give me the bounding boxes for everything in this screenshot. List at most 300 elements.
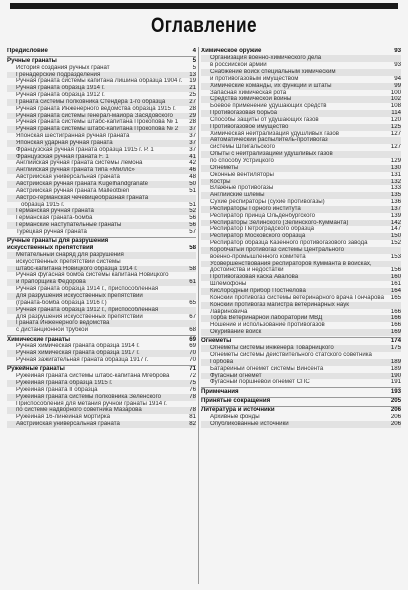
toc-page-number: 5 [192, 64, 196, 71]
toc-entry[interactable] [201, 274, 401, 281]
toc-page-number: 51 [189, 187, 196, 194]
toc-page-number: 71 [189, 365, 196, 373]
toc-page-number: 50 [189, 181, 196, 187]
toc-entry-title: Противогазовое имущество [210, 123, 289, 130]
toc-entry[interactable] [7, 154, 196, 161]
toc-entry[interactable] [201, 366, 401, 373]
toc-entry-title: Предисловие [7, 47, 48, 55]
toc-section-entry[interactable] [7, 365, 196, 373]
toc-entry-title: Германская ручная граната [16, 208, 94, 215]
toc-entry-title: Респираторы Зелинского (Зелинского-Кумманта) [210, 219, 349, 226]
toc-page-number: 56 [189, 215, 196, 222]
toc-entry[interactable] [201, 151, 401, 158]
toc-entry-title: Австрийская универсальная граната [16, 174, 120, 181]
toc-entry-title: достоинства и недостатки [210, 267, 284, 274]
toc-page-number: 78 [189, 393, 196, 400]
toc-entry[interactable] [7, 119, 196, 126]
toc-entry[interactable] [7, 266, 196, 273]
toc-page-number: 94 [394, 75, 401, 82]
toc-entry[interactable] [7, 401, 196, 408]
toc-entry[interactable] [7, 421, 196, 428]
toc-entry-title: Огнеметы системы действительного статского советника [210, 352, 372, 359]
toc-page-number: 137 [390, 205, 401, 212]
toc-entry[interactable] [201, 62, 401, 69]
toc-entry[interactable] [201, 315, 401, 322]
toc-page-number: 174 [390, 337, 401, 345]
toc-entry[interactable] [7, 147, 196, 154]
toc-entry-title: Французская ручная граната образца 1915 г. Р. 1 [16, 146, 154, 153]
toc-entry[interactable] [201, 267, 401, 274]
toc-entry[interactable] [7, 252, 196, 259]
toc-page-number: 165 [390, 294, 401, 301]
toc-section-entry[interactable] [7, 335, 196, 343]
toc-entry-title: Усовершенствования респираторов Кумманта в войсках, [210, 260, 372, 267]
toc-entry[interactable] [7, 293, 196, 300]
toc-page-number: 69 [189, 343, 196, 350]
toc-entry[interactable] [201, 379, 401, 386]
toc-entry-title: образца 1915 г. [21, 201, 65, 208]
toc-page-number: 56 [189, 222, 196, 229]
toc-page-number: 127 [390, 144, 401, 151]
toc-entry[interactable] [201, 124, 401, 131]
toc-entry[interactable] [201, 213, 401, 220]
toc-entry[interactable] [7, 106, 196, 113]
toc-entry[interactable] [201, 76, 401, 83]
toc-entry[interactable] [201, 90, 401, 97]
toc-entry[interactable] [7, 357, 196, 364]
toc-entry[interactable] [7, 350, 196, 357]
toc-entry-title: Конский противогаз системы ветеринарного врача Гончарова [210, 294, 384, 301]
toc-entry-title: Ручная граната Инженерного ведомства образца 1915 г. [16, 105, 176, 112]
toc-page-number: 102 [390, 96, 401, 103]
toc-entry-title: Огнеметы [210, 164, 239, 171]
toc-right-column [201, 47, 401, 586]
toc-page-number: 81 [189, 414, 196, 421]
toc-entry[interactable] [7, 188, 196, 195]
toc-page-number: 189 [390, 365, 401, 372]
toc-entry-title: по системе надворного советника Мазарова [16, 407, 142, 414]
toc-entry-title: Английская ручная граната системы Лемона [16, 160, 143, 167]
toc-entry-title: Ручная зажигательная граната образца 1917 г. [16, 357, 149, 364]
toc-entry[interactable] [7, 414, 196, 421]
toc-entry-title: искусственных препятствий [7, 245, 94, 252]
toc-entry-title: Противогазовая каска Авалова [210, 274, 299, 281]
toc-page-number: 161 [390, 281, 401, 288]
toc-entry-title: Ручные гранаты [7, 56, 57, 64]
toc-entry-title: (граната-бомба образца 1916 г.) [16, 299, 107, 306]
toc-entry-title: Ручная химическая граната образца 1914 г. [16, 343, 140, 350]
toc-page-number: 57 [189, 228, 196, 235]
toc-entry[interactable] [7, 181, 196, 188]
toc-entry-title: Костры [210, 178, 231, 185]
toc-page-number: 175 [390, 345, 401, 352]
toc-entry[interactable] [201, 329, 401, 336]
toc-page-number: 139 [390, 212, 401, 219]
toc-entry-title: Японская ударная ручная граната [16, 139, 113, 146]
toc-entry-title: Ручная фугасная бомба системы капитана Новицкого [16, 272, 169, 279]
toc-entry-title: Ручная граната системы капитана Лишина образца 1904 г. [16, 78, 183, 85]
toc-entry[interactable] [201, 226, 401, 233]
toc-page-number: 108 [390, 103, 401, 110]
toc-page-number: 120 [390, 116, 401, 123]
toc-page-number: 28 [189, 119, 196, 126]
toc-entry[interactable] [7, 65, 196, 72]
toc-entry[interactable] [201, 345, 401, 352]
toc-entry[interactable] [7, 320, 196, 327]
toc-section-entry[interactable] [201, 337, 401, 345]
toc-entry-title: системы Шпигальского [210, 144, 276, 151]
toc-page-number: 4 [192, 47, 196, 55]
toc-entry[interactable] [7, 174, 196, 181]
toc-entry-title: по способу Устрицкого [210, 157, 274, 164]
toc-entry[interactable] [7, 133, 196, 140]
toc-section-entry[interactable] [7, 245, 196, 252]
toc-entry-title: Батарейный огнемет системы Винсента [210, 365, 324, 372]
toc-page-number: 68 [189, 327, 196, 334]
toc-entry-title: Автоматический распылитель-противогаз [210, 137, 328, 144]
toc-entry-title: Респираторы Горного института [210, 205, 301, 212]
toc-entry-title: Английская ручная граната типа «Миллс» [16, 167, 135, 174]
toc-entry-title: Ручная граната системы штабс-капитана Прокопова № 1 [16, 119, 179, 126]
toc-entry[interactable] [7, 314, 196, 321]
toc-entry[interactable] [201, 206, 401, 213]
toc-entry-title: Респиратор образца Казенного противогазового завода [210, 240, 368, 247]
toc-entry-title: История создания ручных гранат [16, 64, 110, 71]
toc-entry[interactable] [201, 281, 401, 288]
page-title: Оглавление [151, 14, 257, 37]
toc-entry[interactable] [201, 254, 401, 261]
toc-page-number: 46 [189, 167, 196, 174]
toc-entry[interactable] [201, 192, 401, 199]
toc-entry-title: и противогазовым имуществом [210, 75, 299, 82]
toc-entry[interactable] [7, 272, 196, 279]
toc-page-number: 136 [390, 199, 401, 206]
toc-page-number: 169 [390, 329, 401, 336]
toc-page-number: 147 [390, 226, 401, 233]
toc-entry-title: Архивные фонды [210, 414, 260, 421]
toc-entry[interactable] [7, 327, 196, 334]
toc-entry[interactable] [7, 99, 196, 106]
toc-page-number: 131 [390, 171, 401, 178]
toc-page-number: 70 [189, 357, 196, 364]
toc-entry[interactable] [7, 407, 196, 414]
toc-entry-title: Ручные гранаты для разрушения [7, 237, 109, 245]
toc-entry[interactable] [201, 295, 401, 302]
toc-page-number: 166 [390, 308, 401, 315]
toc-entry-title: Граната системы полковника Стендера 1-го образца [16, 98, 166, 105]
toc-entry[interactable] [7, 202, 196, 209]
toc-entry[interactable] [201, 233, 401, 240]
toc-entry[interactable] [7, 167, 196, 174]
toc-page-number: 166 [390, 322, 401, 329]
toc-entry-title: Ручная граната образца 1912 г. [16, 92, 105, 99]
toc-entry[interactable] [201, 69, 401, 76]
toc-page-number: 58 [189, 245, 196, 252]
toc-section-entry[interactable] [7, 48, 196, 55]
toc-section-entry[interactable] [7, 56, 196, 64]
toc-page-number: 76 [189, 386, 196, 393]
toc-entry-title: Огнеметы [201, 337, 232, 345]
toc-entry[interactable] [7, 343, 196, 350]
toc-entry-title: штабс-капитана Новицкого образца 1914 г. [16, 265, 138, 272]
toc-entry-title: Горбова [210, 358, 234, 365]
toc-entry-title: Гренадерские подразделения [16, 71, 101, 78]
toc-page-number: 133 [390, 185, 401, 192]
toc-page-number: 100 [390, 89, 401, 96]
toc-entry-title: Ружейная граната системы полковника Зеленского [16, 393, 162, 400]
toc-entry-title: Опыты с нейтрализацией удушливых газов [210, 151, 333, 158]
toc-page-number: 19 [189, 78, 196, 85]
toc-page-number: 93 [394, 47, 401, 55]
toc-entry-title: Конский противогаз магистра ветеринарных наук [210, 301, 349, 308]
toc-page-number: 29 [189, 112, 196, 119]
toc-entry[interactable] [201, 414, 401, 421]
toc-entry[interactable] [7, 387, 196, 394]
toc-entry-title: Сухие респираторы (сухие противогазы) [210, 199, 325, 206]
toc-page-number: 37 [189, 126, 196, 133]
toc-page-number: 28 [189, 105, 196, 112]
toc-entry-title: Примечания [201, 387, 239, 395]
top-rule [10, 3, 398, 9]
toc-page-number: 82 [189, 421, 196, 428]
toc-page-number: 67 [189, 313, 196, 320]
toc-entry-title: Опубликованные источники [210, 421, 289, 428]
toc-entry[interactable] [7, 208, 196, 215]
toc-entry-title: Австрийская универсальная граната [16, 421, 120, 428]
toc-entry[interactable] [7, 92, 196, 99]
toc-section-entry[interactable] [201, 387, 401, 395]
toc-entry-title: в российской армии [210, 62, 267, 69]
toc-entry[interactable] [7, 126, 196, 133]
toc-entry-title: Австро-германская чечевицеобразная граната [16, 194, 149, 201]
toc-page-number: 75 [189, 380, 196, 387]
toc-entry[interactable] [201, 103, 401, 110]
toc-entry-title: для разрушения искусственных препятствий [16, 292, 143, 299]
toc-entry-title: Респиратор Петроградского образца [210, 226, 315, 233]
toc-page-number: 41 [189, 153, 196, 160]
toc-page-number: 160 [390, 274, 401, 281]
toc-page-number: 125 [390, 123, 401, 130]
toc-section-entry[interactable] [7, 237, 196, 245]
toc-page-number: 191 [390, 379, 401, 386]
toc-entry-title: Принятые сокращения [201, 397, 271, 405]
toc-page-number: 206 [390, 421, 401, 428]
toc-section-entry[interactable] [201, 48, 401, 55]
toc-entry-title: Оконные вентиляторы [210, 171, 274, 178]
toc-page-number: 48 [189, 174, 196, 181]
toc-section-entry[interactable] [201, 397, 401, 405]
toc-page-number: 37 [189, 146, 196, 153]
toc-page-number: 153 [390, 253, 401, 260]
toc-entry-title: Метательный снаряд для разрушения [16, 251, 124, 258]
toc-page-number: 93 [394, 62, 401, 69]
toc-page-number: 129 [390, 157, 401, 164]
toc-page-number: 164 [390, 288, 401, 295]
toc-entry-title: Влажные противогазы [210, 185, 274, 192]
toc-entry[interactable] [7, 229, 196, 236]
toc-page-number: 132 [390, 178, 401, 185]
toc-page-number: 42 [189, 160, 196, 167]
toc-page-number: 190 [390, 372, 401, 379]
toc-entry[interactable] [201, 172, 401, 179]
toc-entry[interactable] [7, 394, 196, 401]
toc-entry-title: Турецкая ручная граната [16, 228, 87, 235]
toc-entry-title: Химические команды, их функции и штаты [210, 82, 332, 89]
toc-entry[interactable] [201, 240, 401, 247]
toc-entry[interactable] [201, 144, 401, 151]
toc-entry-title: Фугасный поршневой огнемет СПС [210, 379, 310, 386]
toc-entry-title: Шлемофоны [210, 281, 247, 288]
toc-entry[interactable] [201, 165, 401, 172]
toc-page-number: 69 [189, 335, 196, 343]
toc-entry-title: Литература и источники [201, 406, 275, 414]
toc-entry[interactable] [201, 261, 401, 268]
toc-entry-title: Окуривание войск [210, 329, 262, 336]
toc-entry-title: и прапорщика Федорова [16, 279, 86, 286]
toc-entry[interactable] [7, 373, 196, 380]
toc-entry[interactable] [7, 78, 196, 85]
toc-entry-title: военно-промышленного комитета [210, 253, 306, 260]
toc-entry[interactable] [201, 302, 401, 309]
toc-entry-title: Запасная химическая рота [210, 89, 287, 96]
toc-entry[interactable] [7, 195, 196, 202]
toc-entry-title: Ручная граната системы штабс-капитана Прокопова № 2 [16, 126, 179, 133]
toc-page-number: 152 [390, 240, 401, 247]
toc-entry-title: Германская граната-бомба [16, 215, 93, 222]
toc-entry-title: Ручная граната образца 1912 г., приспособленная [16, 306, 159, 313]
toc-entry-title: Ружейная граната системы штабс-капитана Мгеброва [16, 373, 170, 380]
toc-entry-title: Химические гранаты [7, 335, 71, 343]
toc-page-number: 25 [189, 92, 196, 99]
toc-entry-title: Фугасный огнемет [210, 372, 262, 379]
toc-entry[interactable] [7, 113, 196, 120]
toc-entry-title: Огнеметы системы инженера Товарницкого [210, 345, 334, 352]
toc-entry[interactable] [201, 137, 401, 144]
toc-entry[interactable] [201, 83, 401, 90]
toc-page-number: 37 [189, 133, 196, 140]
toc-page-number: 58 [189, 265, 196, 272]
toc-entry-title: Граната Инженерного ведомства [16, 320, 110, 327]
toc-entry-title: Австрийская ручная граната Malleotbien [16, 187, 130, 194]
toc-entry-title: Ружейная граната II образца [16, 386, 98, 393]
toc-entry[interactable] [7, 140, 196, 147]
toc-entry-title: Английские шлемы [210, 192, 265, 199]
toc-entry-title: Химическая нейтрализация удушливых газов [210, 130, 340, 137]
toc-entry[interactable] [7, 259, 196, 266]
toc-page-number: 135 [390, 192, 401, 199]
toc-entry-title: Ружейная граната образца 1915 г. [16, 380, 113, 387]
toc-entry[interactable] [7, 215, 196, 222]
toc-section-entry[interactable] [201, 406, 401, 414]
toc-entry[interactable] [7, 72, 196, 79]
toc-entry[interactable] [7, 300, 196, 307]
toc-entry[interactable] [201, 179, 401, 186]
toc-entry-title: Приспособления для метания ручной гранаты 1914 г. [16, 400, 167, 407]
toc-page-number: 27 [189, 98, 196, 105]
toc-entry-title: Ручная граната системы генерал-майора Засядовского [16, 112, 173, 119]
toc-entry-title: Французская ручная граната F. 1 [16, 153, 109, 160]
toc-page-number: 166 [390, 315, 401, 322]
toc-entry-title: Химическое оружие [201, 47, 262, 55]
toc-entry-title: Ружейные гранаты [7, 365, 65, 373]
toc-entry-title: Ружейная 16-линейная мортирка [16, 414, 111, 421]
toc-entry[interactable] [201, 96, 401, 103]
toc-entry-title: Кислородный прибор Постнелова [210, 288, 306, 295]
toc-page-number: 70 [189, 350, 196, 357]
toc-entry[interactable] [201, 359, 401, 366]
toc-entry[interactable] [201, 352, 401, 359]
toc-entry[interactable] [201, 421, 401, 428]
toc-page-number: 5 [192, 56, 196, 64]
toc-entry[interactable] [201, 185, 401, 192]
toc-page-number: 51 [189, 201, 196, 208]
toc-entry[interactable] [7, 286, 196, 293]
toc-entry[interactable] [201, 373, 401, 380]
toc-page-number: 142 [390, 219, 401, 226]
toc-entry[interactable] [7, 160, 196, 167]
toc-page-number: 114 [391, 110, 401, 117]
toc-entry[interactable] [7, 380, 196, 387]
toc-entry[interactable] [201, 117, 401, 124]
toc-page-number: 127 [390, 130, 401, 137]
column-divider [198, 47, 199, 584]
toc-entry[interactable] [7, 307, 196, 314]
toc-page-number: 61 [189, 279, 196, 286]
toc-entry-title: Ношение и использование противогазов [210, 322, 325, 329]
toc-entry[interactable] [201, 131, 401, 138]
toc-page-number: 130 [390, 164, 401, 171]
toc-page-number: 52 [189, 208, 196, 215]
toc-page-number: 37 [189, 139, 196, 146]
toc-entry-title: с дистанционной трубкой [16, 327, 88, 334]
toc-entry-title: Средства химической войны [210, 96, 292, 103]
toc-entry-title: Японская шестигранная ручная граната [16, 133, 130, 140]
toc-page-number: 78 [189, 407, 196, 414]
toc-entry-title: для разрушения искусственных препятствий [16, 313, 143, 320]
toc-page-number: 13 [189, 71, 196, 78]
toc-entry-title: Торба Ветеринарной лаборатории МВД [210, 315, 323, 322]
toc-entry[interactable] [201, 110, 401, 117]
toc-page-number: 150 [390, 233, 401, 240]
toc-entry[interactable] [201, 309, 401, 316]
toc-entry-title: Коробчатый противогаз системы Центрального [210, 246, 344, 253]
toc-entry-title: Ручная граната образца 1914 г., приспособленная [16, 286, 159, 293]
toc-entry[interactable] [201, 288, 401, 295]
toc-entry-title: Германские наступательные гранаты [16, 222, 122, 229]
toc-page-number: 206 [390, 406, 401, 414]
toc-page-number: 189 [390, 358, 401, 365]
toc-entry[interactable] [201, 322, 401, 329]
toc-entry[interactable] [7, 222, 196, 229]
toc-page-number: 193 [390, 387, 401, 395]
toc-entry-title: Австрийская ручная граната Kugelhandgranate [16, 181, 149, 187]
toc-entry-title: Организация военно-химического дела [210, 55, 322, 62]
toc-entry-title: Респиратор Московского образца [210, 233, 306, 240]
toc-entry[interactable] [201, 247, 401, 254]
toc-entry[interactable] [7, 85, 196, 92]
toc-entry[interactable] [201, 220, 401, 227]
toc-page-number: 156 [390, 267, 401, 274]
toc-entry-title: Способы защиты от удушающих газов [210, 116, 319, 123]
toc-entry-title: Снабжение войск специальным химическим [210, 69, 336, 76]
toc-entry[interactable] [201, 55, 401, 62]
toc-entry-title: Респиратор принца Ольденбургского [210, 212, 315, 219]
toc-entry[interactable] [201, 158, 401, 165]
toc-left-column [7, 47, 196, 586]
toc-entry-title: искусственных препятствий системы [16, 258, 121, 265]
toc-entry[interactable] [201, 199, 401, 206]
toc-entry[interactable] [7, 279, 196, 286]
